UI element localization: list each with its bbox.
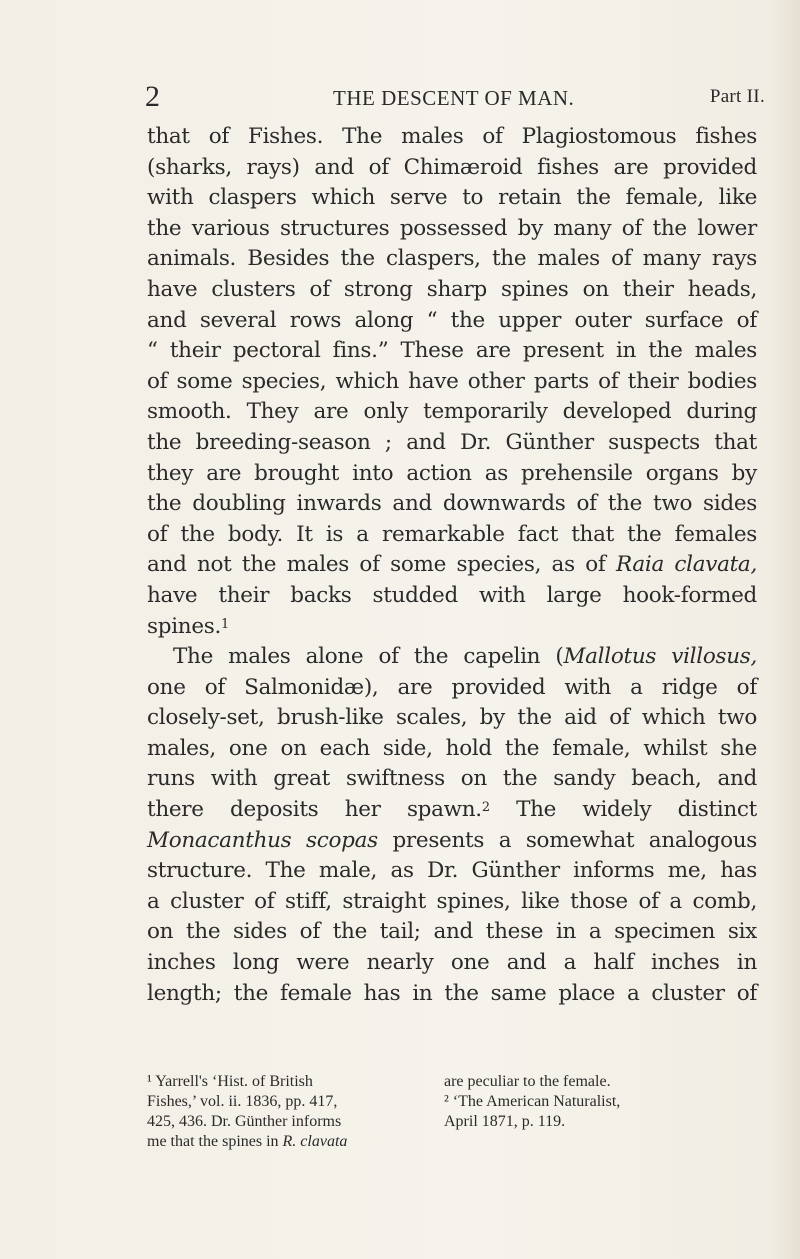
text-line	[147, 795, 757, 826]
text-line: with claspers which serve to retain the female, like	[147, 185, 757, 211]
text-line: of the body. It is a remarkable fact that the females	[147, 521, 757, 547]
footnote-ref-2: 2	[481, 800, 490, 816]
page-edge-shadow	[772, 0, 800, 1259]
text-segment: presents a somewhat analogous	[392, 827, 757, 853]
text-line	[147, 642, 757, 673]
footnote-line: Fishes,’ vol. ii. 1836, pp. 417,	[147, 1093, 338, 1110]
text-line: length; the female has in the same place a cluster of	[147, 980, 757, 1006]
text-line: of some species, which have other parts of their bodies	[147, 368, 757, 394]
species-name-monacanthus: Monacanthus scopas	[147, 827, 378, 853]
text-line: runs with great swiftness on the sandy beach, and	[147, 766, 757, 792]
species-name-r-clavata: R. clavata	[282, 1133, 348, 1150]
footnote-line: are peculiar to the female.	[444, 1073, 611, 1090]
page-header	[145, 82, 765, 112]
part-label: Part II.	[709, 86, 765, 107]
text-line: that of Fishes. The males of Plagiostomous fishes	[147, 124, 757, 149]
text-line: one of Salmonidæ), are provided with a ridge of	[147, 674, 757, 700]
text-segment: there deposits her spawn.	[147, 797, 482, 823]
body-text	[147, 122, 757, 1009]
text-line: on the sides of the tail; and these in a specimen six	[147, 919, 757, 945]
text-line: the breeding-season ; and Dr. Günther suspects that	[147, 429, 757, 455]
footnote-line: April 1871, p. 119.	[444, 1113, 566, 1130]
text-segment: The males alone of the capelin (	[173, 644, 564, 670]
text-line: have their backs studded with large hook-formed	[147, 582, 757, 608]
text-line: (sharks, rays) and of Chimæroid fishes are provided	[147, 154, 757, 180]
species-name-mallotus: Mallotus villosus,	[563, 644, 758, 670]
text-line: they are brought into action as prehensile organs by	[147, 460, 757, 486]
footnote-column-left	[147, 1072, 437, 1152]
text-line: the doubling inwards and downwards of the two sides	[147, 491, 757, 517]
text-line: have clusters of strong sharp spines on their heads,	[147, 276, 757, 302]
footnote-line	[147, 1132, 437, 1152]
text-line: and several rows along “ the upper outer surface of	[147, 307, 757, 333]
footnote-segment: me that the spines in	[147, 1133, 279, 1150]
running-head: THE DESCENT OF MAN.	[333, 86, 575, 110]
footnote-line: 425, 436. Dr. Günther informs	[147, 1113, 342, 1130]
text-line	[147, 612, 757, 643]
footnote-line: ¹ Yarrell's ‘Hist. of British	[147, 1073, 313, 1090]
page-number: 2	[145, 80, 160, 113]
text-line: smooth. They are only temporarily developed during	[147, 399, 757, 425]
text-segment: spines.	[147, 613, 222, 639]
text-line: inches long were nearly one and a half inches in	[147, 950, 757, 976]
species-name-raia: Raia clavata,	[615, 552, 757, 578]
text-line	[147, 826, 757, 857]
text-line: “ their pectoral fins.” These are present in the males	[147, 338, 757, 364]
text-line: closely-set, brush-like scales, by the aid of which two	[147, 705, 757, 731]
footnote-column-right	[444, 1072, 734, 1132]
footnote-line: ² ‘The American Naturalist,	[444, 1093, 621, 1110]
text-line: structure. The male, as Dr. Günther informs me, has	[147, 858, 757, 884]
text-line	[147, 550, 757, 581]
footnote-ref-1: 1	[221, 616, 229, 632]
text-line: a cluster of stiff, straight spines, like those of a comb,	[147, 888, 757, 914]
text-segment: and not the males of some species, as of	[147, 552, 606, 578]
text-line: the various structures possessed by many of the lower	[147, 215, 757, 241]
text-line: males, one on each side, hold the female, whilst she	[147, 735, 757, 761]
text-line: animals. Besides the claspers, the males of many rays	[147, 246, 757, 272]
text-segment: The widely distinct	[516, 797, 757, 823]
